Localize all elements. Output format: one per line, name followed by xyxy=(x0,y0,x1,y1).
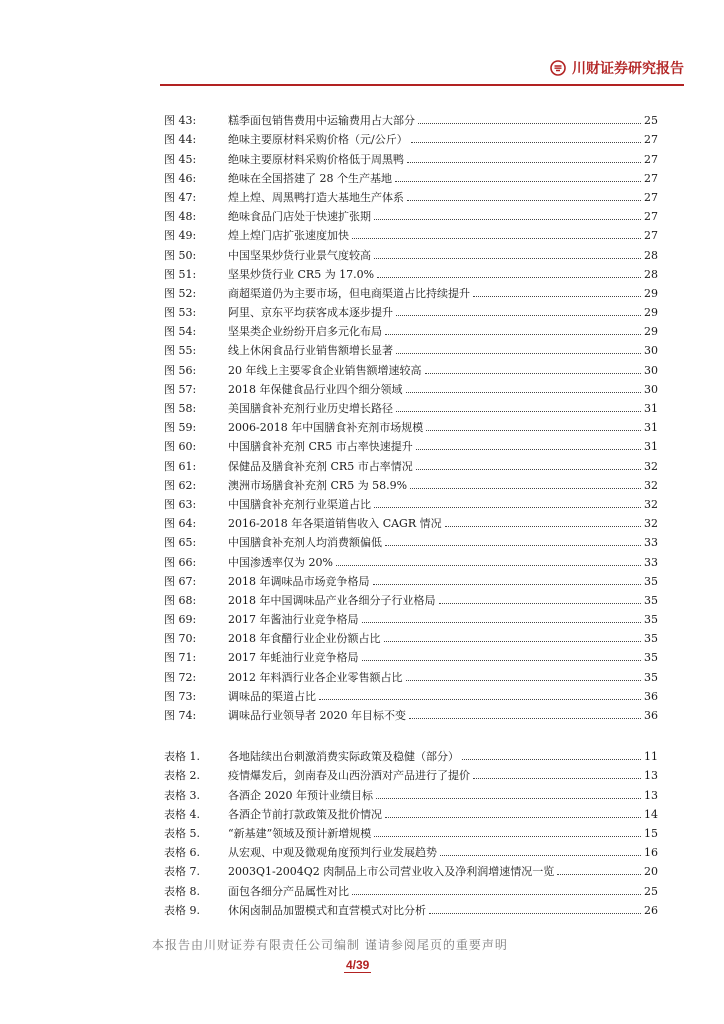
table-entry[interactable] xyxy=(164,821,658,840)
dot-leader xyxy=(407,200,641,201)
entry-title: 绝味在全国搭建了 28 个生产基地 xyxy=(228,171,392,185)
entry-title: 商超渠道仍为主要市场，但电商渠道占比持续提升 xyxy=(228,286,470,300)
entry-label: 图 54: xyxy=(164,325,197,339)
table-entry[interactable] xyxy=(164,878,658,897)
entry-title: 中国膳食补充剂人均消费额偏低 xyxy=(228,536,382,550)
entry-title: 中国膳食补充剂 CR5 市占率快速提升 xyxy=(228,440,413,454)
figure-entry[interactable] xyxy=(164,319,658,338)
entry-title: 2018 年调味品市场竞争格局 xyxy=(228,574,370,588)
figure-entry[interactable] xyxy=(164,588,658,607)
figure-entry[interactable] xyxy=(164,473,658,492)
dot-leader xyxy=(429,913,641,914)
chuancai-logo-icon xyxy=(550,60,566,76)
entry-label: 图 71: xyxy=(164,651,197,665)
dot-leader xyxy=(425,373,642,374)
entry-label: 表格 6. xyxy=(164,846,200,860)
dot-leader xyxy=(362,660,642,661)
entry-label: 图 48: xyxy=(164,210,197,224)
page-header xyxy=(160,52,684,86)
entry-label: 图 46: xyxy=(164,171,197,185)
entry-title: 2017 年蚝油行业竞争格局 xyxy=(228,651,359,665)
entry-label: 图 68: xyxy=(164,593,197,607)
figure-entry[interactable] xyxy=(164,242,658,261)
page-number: 4/39 xyxy=(346,958,370,972)
entry-title: 各酒企 2020 年预计业绩目标 xyxy=(228,788,373,802)
entry-title: 2018 年中国调味品产业各细分子行业格局 xyxy=(228,593,436,607)
dot-leader xyxy=(336,565,641,566)
dot-leader xyxy=(473,778,641,779)
entry-page: 15 xyxy=(644,826,658,840)
entry-page: 20 xyxy=(644,865,658,879)
entry-title: 2012 年料酒行业各企业零售额占比 xyxy=(228,670,403,684)
dot-leader xyxy=(407,162,641,163)
dot-leader xyxy=(319,699,641,700)
dot-leader xyxy=(362,622,642,623)
entry-page: 35 xyxy=(644,632,658,646)
dot-leader xyxy=(374,258,641,259)
entry-title: 2018 年食醋行业企业份额占比 xyxy=(228,632,381,646)
entry-title: 2018 年保健食品行业四个细分领域 xyxy=(228,382,403,396)
entry-title: 2006-2018 年中国膳食补充剂市场规模 xyxy=(228,421,424,435)
dot-leader xyxy=(462,759,641,760)
entry-page: 33 xyxy=(644,536,658,550)
entry-page: 13 xyxy=(644,788,658,802)
dot-leader xyxy=(416,449,641,450)
figure-entry[interactable] xyxy=(164,377,658,396)
figure-entry[interactable] xyxy=(164,664,658,683)
entry-label: 表格 1. xyxy=(164,750,200,764)
entry-page: 28 xyxy=(644,248,658,262)
entry-page: 32 xyxy=(644,478,658,492)
entry-label: 表格 2. xyxy=(164,769,200,783)
entry-label: 表格 5. xyxy=(164,826,200,840)
figure-entry[interactable] xyxy=(164,281,658,300)
figure-entry[interactable] xyxy=(164,645,658,664)
entry-title: 糕季面包销售费用中运输费用占大部分 xyxy=(228,114,415,128)
table-entry[interactable] xyxy=(164,782,658,801)
figure-entry[interactable] xyxy=(164,166,658,185)
entry-title: 绝味主要原材料采购价格（元/公斤） xyxy=(228,133,408,147)
entry-page: 27 xyxy=(644,171,658,185)
entry-page: 26 xyxy=(644,903,658,917)
entry-page: 27 xyxy=(644,152,658,166)
entry-title: 各酒企节前打款政策及批价情况 xyxy=(228,807,382,821)
entry-title: 澳洲市场膳食补充剂 CR5 为 58.9% xyxy=(228,478,408,492)
entry-label: 图 63: xyxy=(164,497,197,511)
dot-leader xyxy=(439,603,642,604)
dot-leader xyxy=(352,238,641,239)
entry-page: 31 xyxy=(644,421,658,435)
dot-leader xyxy=(557,874,641,875)
table-entry[interactable] xyxy=(164,763,658,782)
entry-page: 33 xyxy=(644,555,658,569)
dot-leader xyxy=(440,855,641,856)
entry-label: 图 55: xyxy=(164,344,197,358)
dot-leader xyxy=(395,181,641,182)
entry-label: 图 59: xyxy=(164,421,197,435)
dot-leader xyxy=(426,430,641,431)
disclaimer-note: 本报告由川财证券有限责任公司编制 谨请参阅尾页的重要声明 xyxy=(152,938,508,952)
entry-title: 中国膳食补充剂行业渠道占比 xyxy=(228,497,371,511)
entry-title: 20 年线上主要零食企业销售额增速较高 xyxy=(228,363,422,377)
entry-label: 图 56: xyxy=(164,363,197,377)
entry-label: 图 52: xyxy=(164,286,197,300)
dot-leader xyxy=(396,411,641,412)
entry-page: 27 xyxy=(644,190,658,204)
entry-page: 35 xyxy=(644,670,658,684)
entry-title: 2017 年酱油行业竞争格局 xyxy=(228,613,359,627)
figure-entry[interactable] xyxy=(164,434,658,453)
entry-label: 图 47: xyxy=(164,190,197,204)
entry-title: 煌上煌门店扩张速度加快 xyxy=(228,229,349,243)
entry-label: 图 44: xyxy=(164,133,197,147)
entry-page: 30 xyxy=(644,344,658,358)
entry-label: 表格 8. xyxy=(164,884,200,898)
figure-entry[interactable] xyxy=(164,511,658,530)
entry-title: 疫情爆发后，剑南春及山西汾酒对产品进行了提价 xyxy=(228,769,470,783)
entry-label: 图 70: xyxy=(164,632,197,646)
dot-leader xyxy=(374,507,641,508)
entry-title: 调味品的渠道占比 xyxy=(228,689,316,703)
entry-label: 图 50: xyxy=(164,248,197,262)
table-entry[interactable] xyxy=(164,744,658,763)
dot-leader xyxy=(376,798,641,799)
figure-entry[interactable] xyxy=(164,492,658,511)
entry-page: 27 xyxy=(644,210,658,224)
entry-page: 36 xyxy=(644,709,658,722)
table-entry[interactable] xyxy=(164,898,658,917)
entry-title: 面包各细分产品属性对比 xyxy=(228,884,349,898)
entry-title: 从宏观、中观及微观角度预判行业发展趋势 xyxy=(228,846,437,860)
entry-title: 线上休闲食品行业销售额增长显著 xyxy=(228,344,393,358)
figure-entry[interactable] xyxy=(164,626,658,645)
dot-leader xyxy=(385,334,641,335)
figure-entry[interactable] xyxy=(164,357,658,376)
figure-entry[interactable] xyxy=(164,530,658,549)
entry-title: 各地陆续出台刺激消费实际政策及稳健（部分） xyxy=(228,750,459,764)
dot-leader xyxy=(473,296,641,297)
entry-page: 25 xyxy=(644,114,658,128)
entry-title: 坚果炒货行业 CR5 为 17.0% xyxy=(228,267,375,281)
entry-label: 图 58: xyxy=(164,402,197,415)
entry-title: “新基建”领域及预计新增规模 xyxy=(228,826,372,840)
entry-page: 25 xyxy=(644,884,658,898)
figure-entry[interactable] xyxy=(164,108,658,127)
entry-page: 16 xyxy=(644,846,658,860)
entry-page: 30 xyxy=(644,363,658,377)
dot-leader xyxy=(445,526,641,527)
dot-leader xyxy=(374,836,641,837)
entry-title: 2003Q1-2004Q2 肉制品上市公司营业收入及净利润增速情况一览 xyxy=(228,865,555,879)
entry-title: 美国膳食补充剂行业历史增长路径 xyxy=(228,402,393,415)
entry-label: 图 69: xyxy=(164,613,197,627)
entry-label: 图 73: xyxy=(164,689,197,703)
entry-label: 图 61: xyxy=(164,459,197,473)
figure-entry[interactable] xyxy=(164,684,658,703)
entry-page: 35 xyxy=(644,574,658,588)
brand-name: 川财证券研究报告 xyxy=(572,61,684,77)
figure-entry[interactable] xyxy=(164,185,658,204)
entry-label: 图 57: xyxy=(164,382,197,396)
figure-entry[interactable] xyxy=(164,549,658,568)
entry-title: 休闲卤制品加盟模式和直营模式对比分析 xyxy=(228,903,426,917)
entry-label: 图 67: xyxy=(164,574,197,588)
figure-entry[interactable] xyxy=(164,223,658,242)
figure-list xyxy=(164,108,658,722)
entry-label: 图 65: xyxy=(164,536,197,550)
dot-leader xyxy=(409,718,641,719)
figure-entry[interactable] xyxy=(164,703,658,722)
entry-label: 图 43: xyxy=(164,114,197,128)
dot-leader xyxy=(406,680,642,681)
entry-title: 中国渗透率仅为 20% xyxy=(228,555,333,569)
entry-label: 表格 9. xyxy=(164,903,200,917)
dot-leader xyxy=(352,894,641,895)
entry-label: 图 45: xyxy=(164,152,197,166)
entry-page: 31 xyxy=(644,402,658,415)
entry-page: 27 xyxy=(644,229,658,243)
entry-label: 图 62: xyxy=(164,478,197,492)
brand xyxy=(550,58,684,78)
dot-leader xyxy=(406,392,642,393)
figure-entry[interactable] xyxy=(164,146,658,165)
entry-label: 图 49: xyxy=(164,229,197,243)
figure-entry[interactable] xyxy=(164,415,658,434)
entry-page: 29 xyxy=(644,306,658,320)
entry-title: 煌上煌、周黑鸭打造大基地生产体系 xyxy=(228,190,404,204)
dot-leader xyxy=(396,315,641,316)
entry-page: 28 xyxy=(644,267,658,281)
entry-title: 中国坚果炒货行业景气度较高 xyxy=(228,248,371,262)
dot-leader xyxy=(373,584,642,585)
entry-page: 29 xyxy=(644,286,658,300)
dot-leader xyxy=(416,469,641,470)
entry-page: 35 xyxy=(644,651,658,665)
entry-page: 29 xyxy=(644,325,658,339)
entry-label: 表格 3. xyxy=(164,788,200,802)
entry-page: 11 xyxy=(644,750,658,764)
entry-label: 图 53: xyxy=(164,306,197,320)
dot-leader xyxy=(410,488,641,489)
entry-title: 坚果类企业纷纷开启多元化布局 xyxy=(228,325,382,339)
entry-title: 调味品行业领导者 2020 年目标不变 xyxy=(228,709,406,722)
figure-entry[interactable] xyxy=(164,262,658,281)
dot-leader xyxy=(377,277,641,278)
entry-page: 32 xyxy=(644,459,658,473)
entry-title: 保健品及膳食补充剂 CR5 市占率情况 xyxy=(228,459,413,473)
entry-page: 35 xyxy=(644,613,658,627)
entry-label: 图 72: xyxy=(164,670,197,684)
figure-entry[interactable] xyxy=(164,569,658,588)
entry-label: 图 74: xyxy=(164,709,197,722)
figure-entry[interactable] xyxy=(164,453,658,472)
dot-leader xyxy=(374,219,641,220)
entry-page: 32 xyxy=(644,497,658,511)
dot-leader xyxy=(385,545,641,546)
entry-page: 36 xyxy=(644,689,658,703)
figure-entry[interactable] xyxy=(164,204,658,223)
table-entry[interactable] xyxy=(164,802,658,821)
figure-entry[interactable] xyxy=(164,607,658,626)
table-entry[interactable] xyxy=(164,859,658,878)
entry-page: 32 xyxy=(644,517,658,531)
entry-title: 阿里、京东平均获客成本逐步提升 xyxy=(228,306,393,320)
entry-label: 表格 4. xyxy=(164,807,200,821)
entry-label: 图 66: xyxy=(164,555,197,569)
dot-leader xyxy=(396,353,641,354)
table-entry[interactable] xyxy=(164,840,658,859)
entry-title: 绝味主要原材料采购价格低于周黑鸭 xyxy=(228,152,404,166)
entry-label: 表格 7. xyxy=(164,865,200,879)
table-list xyxy=(164,744,658,917)
figure-entry[interactable] xyxy=(164,127,658,146)
entry-page: 13 xyxy=(644,769,658,783)
dot-leader xyxy=(418,123,641,124)
figure-entry[interactable] xyxy=(164,300,658,319)
dot-leader xyxy=(411,142,641,143)
entry-label: 图 64: xyxy=(164,517,197,531)
entry-page: 30 xyxy=(644,382,658,396)
entry-page: 27 xyxy=(644,133,658,147)
figure-entry[interactable] xyxy=(164,338,658,357)
entry-title: 绝味食品门店处于快速扩张期 xyxy=(228,210,371,224)
entry-title: 2016-2018 年各渠道销售收入 CAGR 情况 xyxy=(228,517,442,531)
entry-page: 14 xyxy=(644,807,658,821)
dot-leader xyxy=(384,641,642,642)
entry-page: 31 xyxy=(644,440,658,454)
dot-leader xyxy=(385,817,641,818)
entry-page: 35 xyxy=(644,593,658,607)
entry-label: 图 51: xyxy=(164,267,197,281)
entry-label: 图 60: xyxy=(164,440,197,454)
figure-entry[interactable] xyxy=(164,396,658,415)
